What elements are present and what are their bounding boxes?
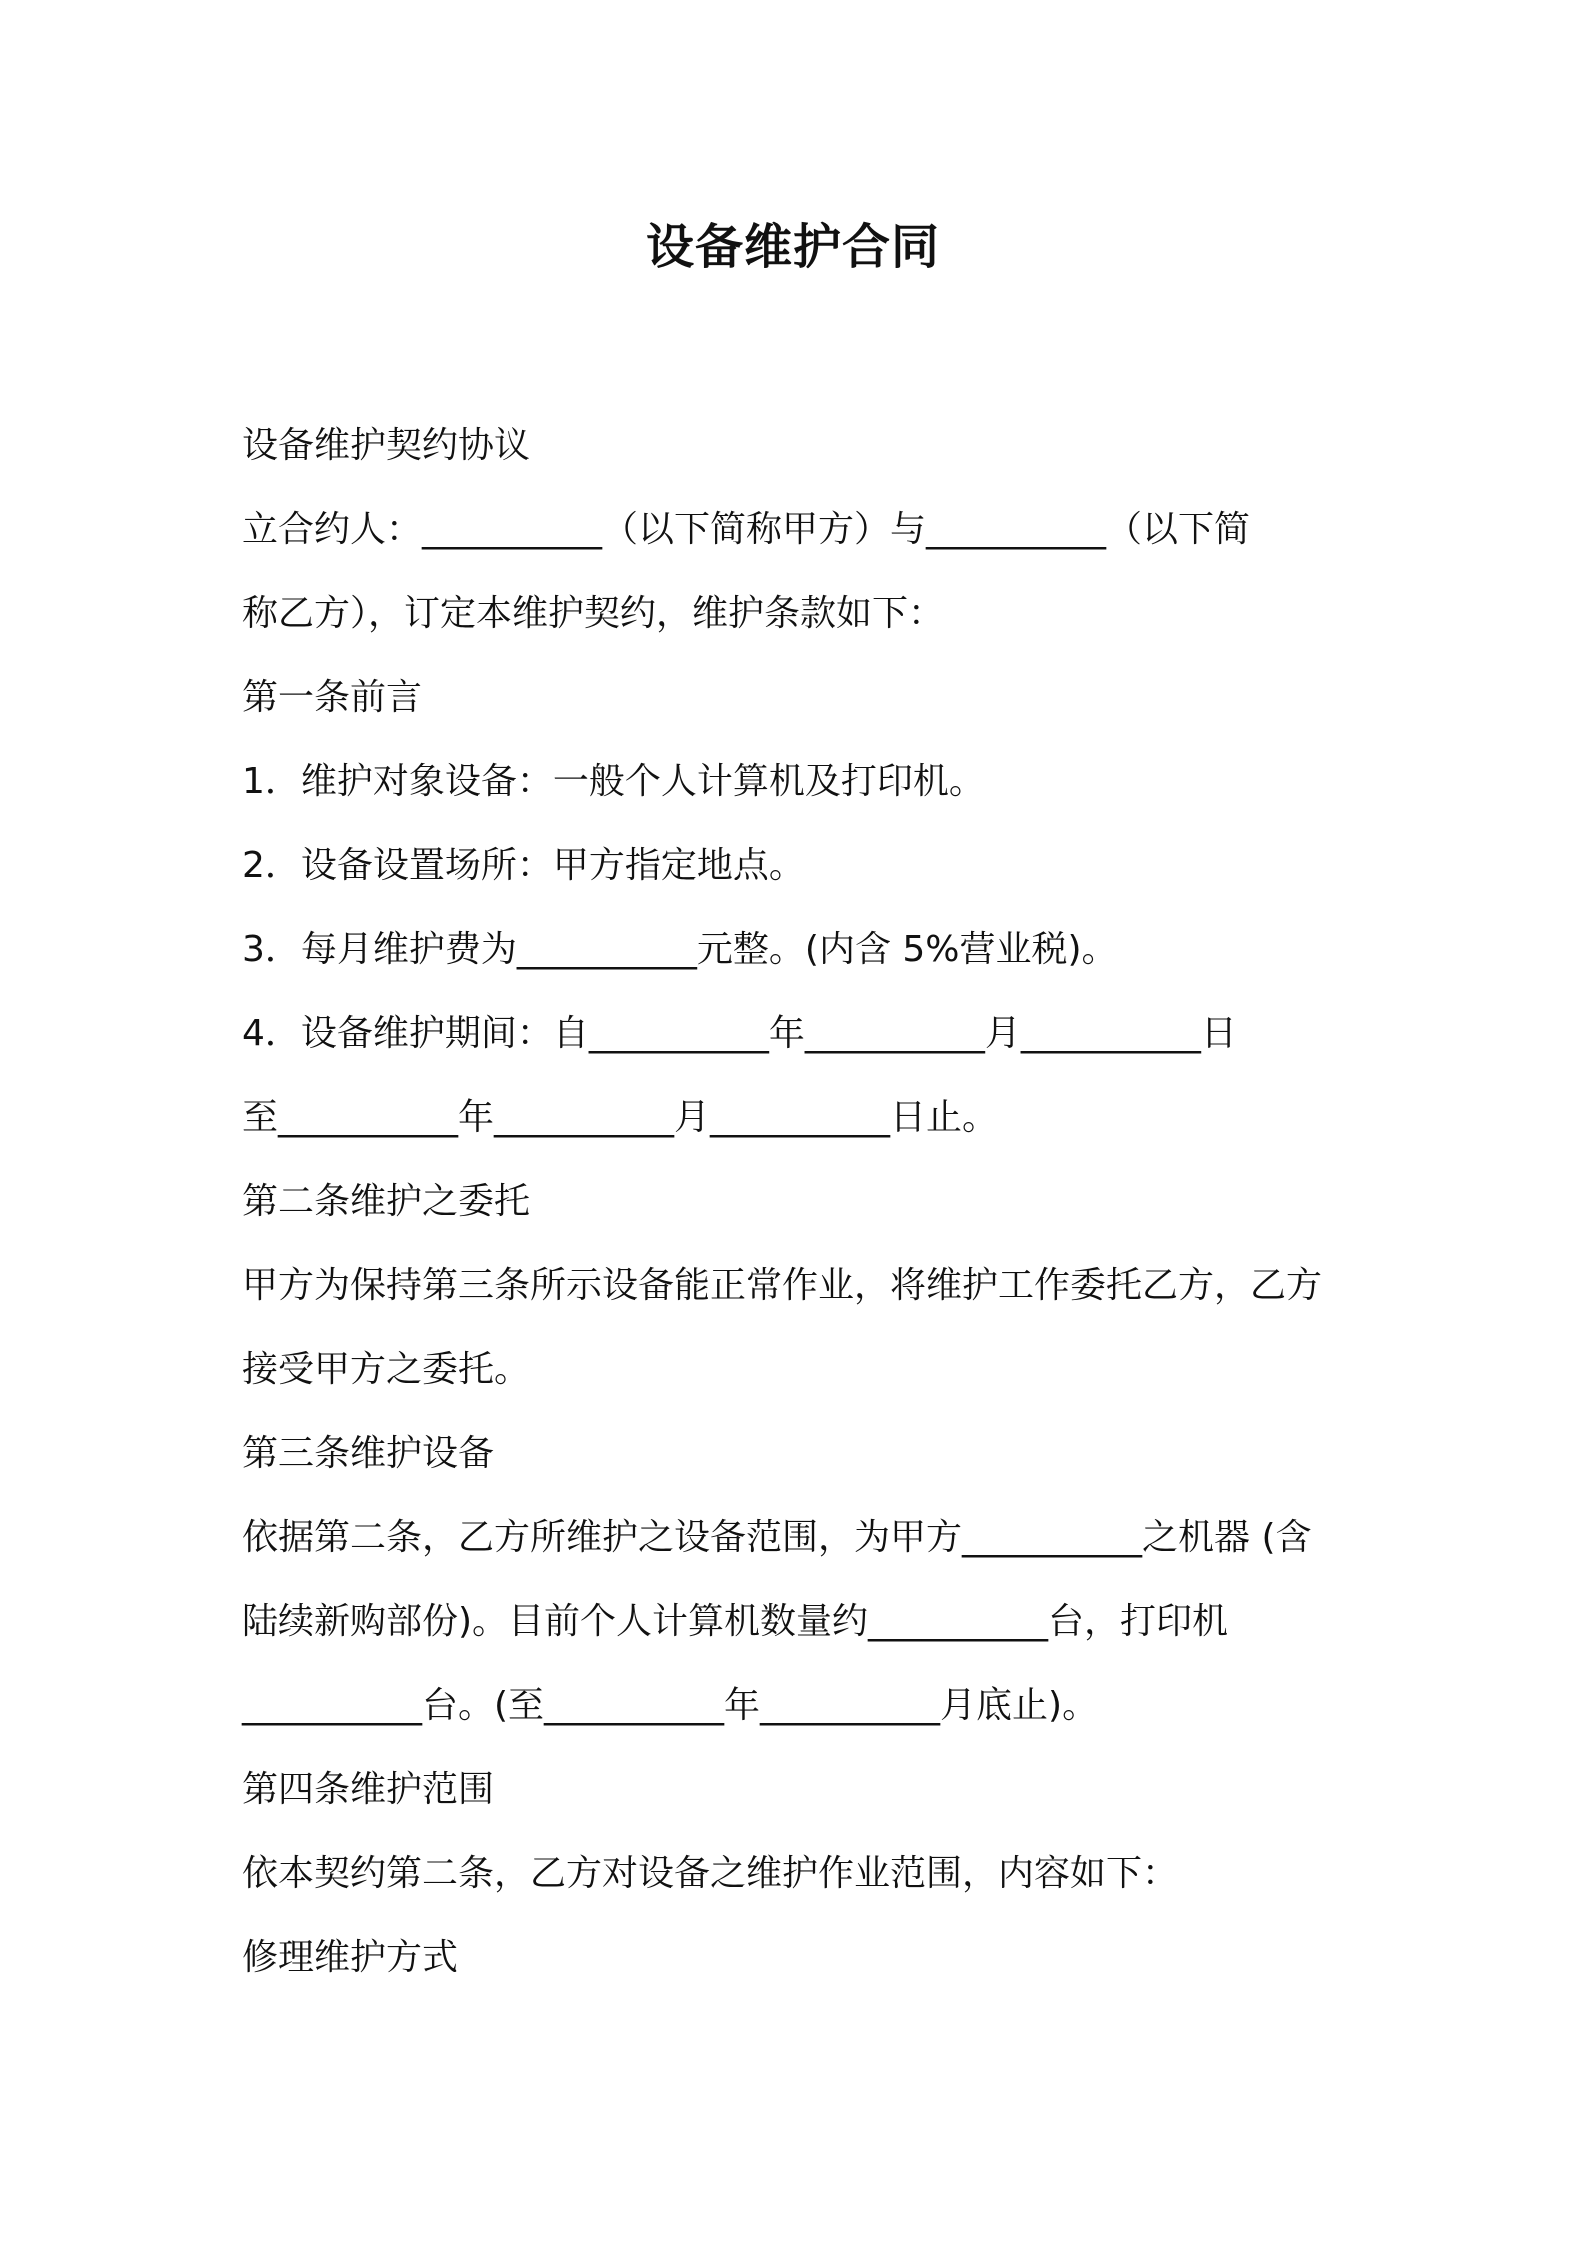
document-body <box>242 404 1357 2000</box>
article-2-heading: 第二条维护之委托 <box>242 1181 531 1222</box>
article-3-text-1: 依据第二条，乙方所维护之设备范围，为甲方__________之机器 (含 <box>242 1517 1312 1558</box>
article-1-heading: 第一条前言 <box>242 677 423 718</box>
article-1-item-4-cont: 至__________年__________月__________日止。 <box>242 1097 999 1138</box>
repair-method-line: 修理维护方式 <box>242 1937 459 1978</box>
article-3-heading: 第三条维护设备 <box>242 1433 495 1474</box>
article-4-text-1: 依本契约第二条，乙方对设备之维护作业范围，内容如下： <box>242 1853 1179 1894</box>
article-1-item-3: 3．每月维护费为__________元整。(内含 5%营业税)。 <box>242 929 1118 970</box>
article-1-item-1: 1．维护对象设备：一般个人计算机及打印机。 <box>242 761 985 802</box>
article-4-heading: 第四条维护范围 <box>242 1769 495 1810</box>
article-3-text-3: __________台。(至__________年__________月底止)。 <box>242 1685 1099 1726</box>
document-title: 设备维护合同 <box>645 219 940 275</box>
article-1-item-4: 4．设备维护期间：自__________年__________月__________日 <box>242 1013 1237 1054</box>
article-3-text-2: 陆续新购部份)。目前个人计算机数量约__________台，打印机 <box>242 1601 1229 1642</box>
parties-line-1: 立合约人：__________（以下简称甲方）与__________（以下简 <box>242 509 1251 550</box>
article-2-text-1: 甲方为保持第三条所示设备能正常作业，将维护工作委托乙方，乙方 <box>242 1265 1323 1306</box>
subtitle-line: 设备维护契约协议 <box>242 425 531 466</box>
article-1-item-2: 2．设备设置场所：甲方指定地点。 <box>242 845 805 886</box>
parties-line-2: 称乙方），订定本维护契约，维护条款如下： <box>242 593 945 634</box>
article-2-text-2: 接受甲方之委托。 <box>242 1349 531 1390</box>
